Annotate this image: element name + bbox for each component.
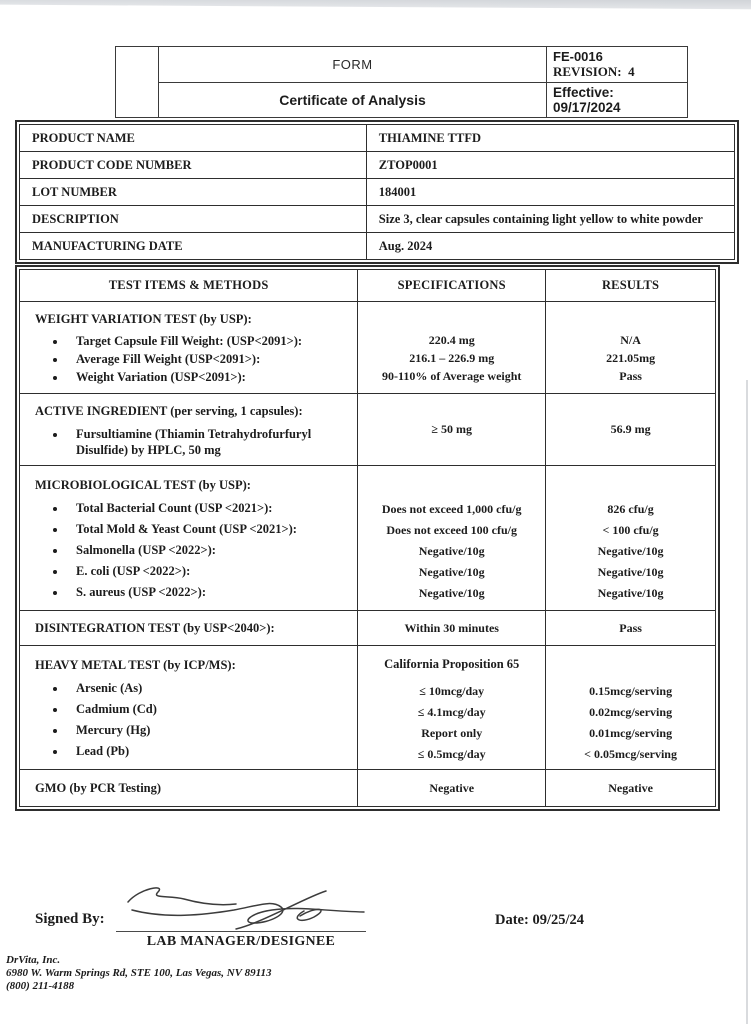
spec-cell [358,770,546,807]
test-item: • Arsenic (As) [67,678,356,699]
spec-line: ≤ 10mcg/day [419,684,485,698]
product-label: MANUFACTURING DATE [20,233,367,260]
test-results-table-wrapper [15,265,720,811]
spec-cell [358,646,546,770]
result-line: 56.9 mg [610,422,651,436]
spec-line: Does not exceed 100 cfu/g [386,523,518,537]
test-item: • Total Mold & Yeast Count (USP <2021>): [67,519,356,540]
signature [118,882,370,934]
product-info-table [19,124,735,260]
spec-line: ≥ 50 mg [431,422,472,436]
result-line: 221.05mg [606,351,656,365]
header-logo-cell [116,47,159,118]
test-items-cell [20,302,358,394]
spec-line: 220.4 mg [428,333,475,347]
result-line: Pass [619,369,642,383]
spec-line: California Proposition 65 [384,657,520,671]
product-value: ZTOP0001 [366,152,734,179]
test-item: • Fursultiamine (Thiamin Tetrahydrofurfuryl Disulfide) by HPLC, 50 mg [67,424,356,458]
result-cell [546,302,716,394]
spec-line: ≤ 0.5mcg/day [417,747,486,761]
test-item-list [21,424,356,458]
test-items-cell [20,394,358,466]
signature-date: Date: 09/25/24 [495,912,584,928]
product-value: Size 3, clear capsules containing light yellow to white powder [366,206,734,233]
company-info [6,954,272,993]
signed-by-label: Signed By: [35,911,105,927]
result-line: Pass [619,620,642,635]
product-row [20,206,735,233]
effective-date: Effective: 09/17/2024 [547,83,688,118]
company-name: DrVita, Inc. [6,954,61,966]
result-line: 0.01mcg/serving [589,726,673,740]
company-phone: (800) 211-4188 [6,980,75,992]
product-label: PRODUCT CODE NUMBER [20,152,367,179]
test-section-title: HEAVY METAL TEST (by ICP/MS): [35,658,236,672]
product-value: THIAMINE TTFD [366,125,734,152]
col-results: RESULTS [546,270,716,302]
test-item: • Salmonella (USP <2022>): [67,540,356,561]
form-header-table [115,46,688,118]
test-item-list [21,678,356,762]
doc-number: FE-0016 [553,49,603,64]
product-value: 184001 [366,179,734,206]
test-item: • Lead (Pb) [67,741,356,762]
signer-title: LAB MANAGER/DESIGNEE [146,934,336,949]
test-items-cell [20,611,358,646]
test-item-list [21,498,356,603]
test-section-disintegration [20,611,716,646]
form-label: FORM [159,47,547,83]
result-line: Negative [608,780,653,795]
product-value: Aug. 2024 [366,233,734,260]
test-item: • E. coli (USP <2022>): [67,561,356,582]
test-item: • Total Bacterial Count (USP <2021>): [67,498,356,519]
product-label: PRODUCT NAME [20,125,367,152]
test-table-body [20,302,716,807]
test-section-title: WEIGHT VARIATION TEST (by USP): [35,312,252,326]
test-table-head [20,270,716,302]
spec-cell [358,611,546,646]
spec-line: 90-110% of Average weight [381,369,522,383]
test-item: • Target Capsule Fill Weight: (USP<2091>): [67,332,356,350]
result-cell [546,394,716,466]
spec-line: Report only [421,726,483,740]
test-items-cell [20,770,358,807]
result-cell [546,646,716,770]
result-line: Negative/10g [597,586,664,600]
result-line: N/A [620,333,641,347]
test-items-cell [20,466,358,611]
col-test-items: TEST ITEMS & METHODS [20,270,358,302]
spec-line: Does not exceed 1,000 cfu/g [381,502,522,516]
result-line: 0.02mcg/serving [589,705,673,719]
product-label: DESCRIPTION [20,206,367,233]
result-line [547,655,714,674]
test-section-gmo [20,770,716,807]
result-line: < 0.05mcg/serving [584,747,677,761]
header-row-2 [116,83,688,118]
test-item-list [21,332,356,386]
signature-line [116,931,366,932]
test-section-weight [20,302,716,394]
product-row [20,179,735,206]
test-item: • S. aureus (USP <2022>): [67,582,356,603]
product-row [20,233,735,260]
spec-line: Negative/10g [418,544,485,558]
test-section-micro [20,466,716,611]
col-specifications: SPECIFICATIONS [358,270,546,302]
result-line: 0.15mcg/serving [589,684,673,698]
spec-line: 216.1 – 226.9 mg [409,351,495,365]
test-item: • Average Fill Weight (USP<2091>): [67,350,356,368]
test-item: • Mercury (Hg) [67,720,356,741]
form-meta-cell [547,47,688,83]
test-section-title: DISINTEGRATION TEST (by USP<2040>): [35,621,275,635]
spec-line: Within 30 minutes [404,620,499,635]
test-section-title: GMO (by PCR Testing) [35,781,162,795]
result-line: Negative/10g [597,544,664,558]
header-row-1 [116,47,688,83]
test-item: • Cadmium (Cd) [67,699,356,720]
test-table-header-row [20,270,716,302]
spec-line: ≤ 4.1mcg/day [417,705,486,719]
spec-cell [358,302,546,394]
test-section-title: ACTIVE INGREDIENT (per serving, 1 capsules): [35,404,303,418]
result-cell [546,466,716,611]
spec-line: Negative/10g [418,586,485,600]
test-results-table [19,269,716,807]
product-table-body [20,125,735,260]
test-item: • Weight Variation (USP<2091>): [67,368,356,386]
spec-line: Negative [429,780,475,795]
product-info-table-wrapper [15,120,739,264]
scan-artifact-right-edge [746,380,748,1024]
product-label: LOT NUMBER [20,179,367,206]
result-line: Negative/10g [597,565,664,579]
test-section-active [20,394,716,466]
test-items-cell [20,646,358,770]
result-cell [546,611,716,646]
document-title: Certificate of Analysis [159,83,547,118]
test-section-title: MICROBIOLOGICAL TEST (by USP): [35,478,251,492]
company-address: 6980 W. Warm Springs Rd, STE 100, Las Vegas, NV 89113 [6,967,272,979]
product-row [20,125,735,152]
result-cell [546,770,716,807]
revision-number: REVISION: 4 [553,64,635,79]
product-row [20,152,735,179]
scan-artifact-top [0,0,751,9]
spec-line: Negative/10g [418,565,485,579]
result-line: < 100 cfu/g [602,523,659,537]
result-line: 826 cfu/g [607,502,654,516]
spec-cell [358,394,546,466]
spec-cell [358,466,546,611]
test-section-heavy [20,646,716,770]
